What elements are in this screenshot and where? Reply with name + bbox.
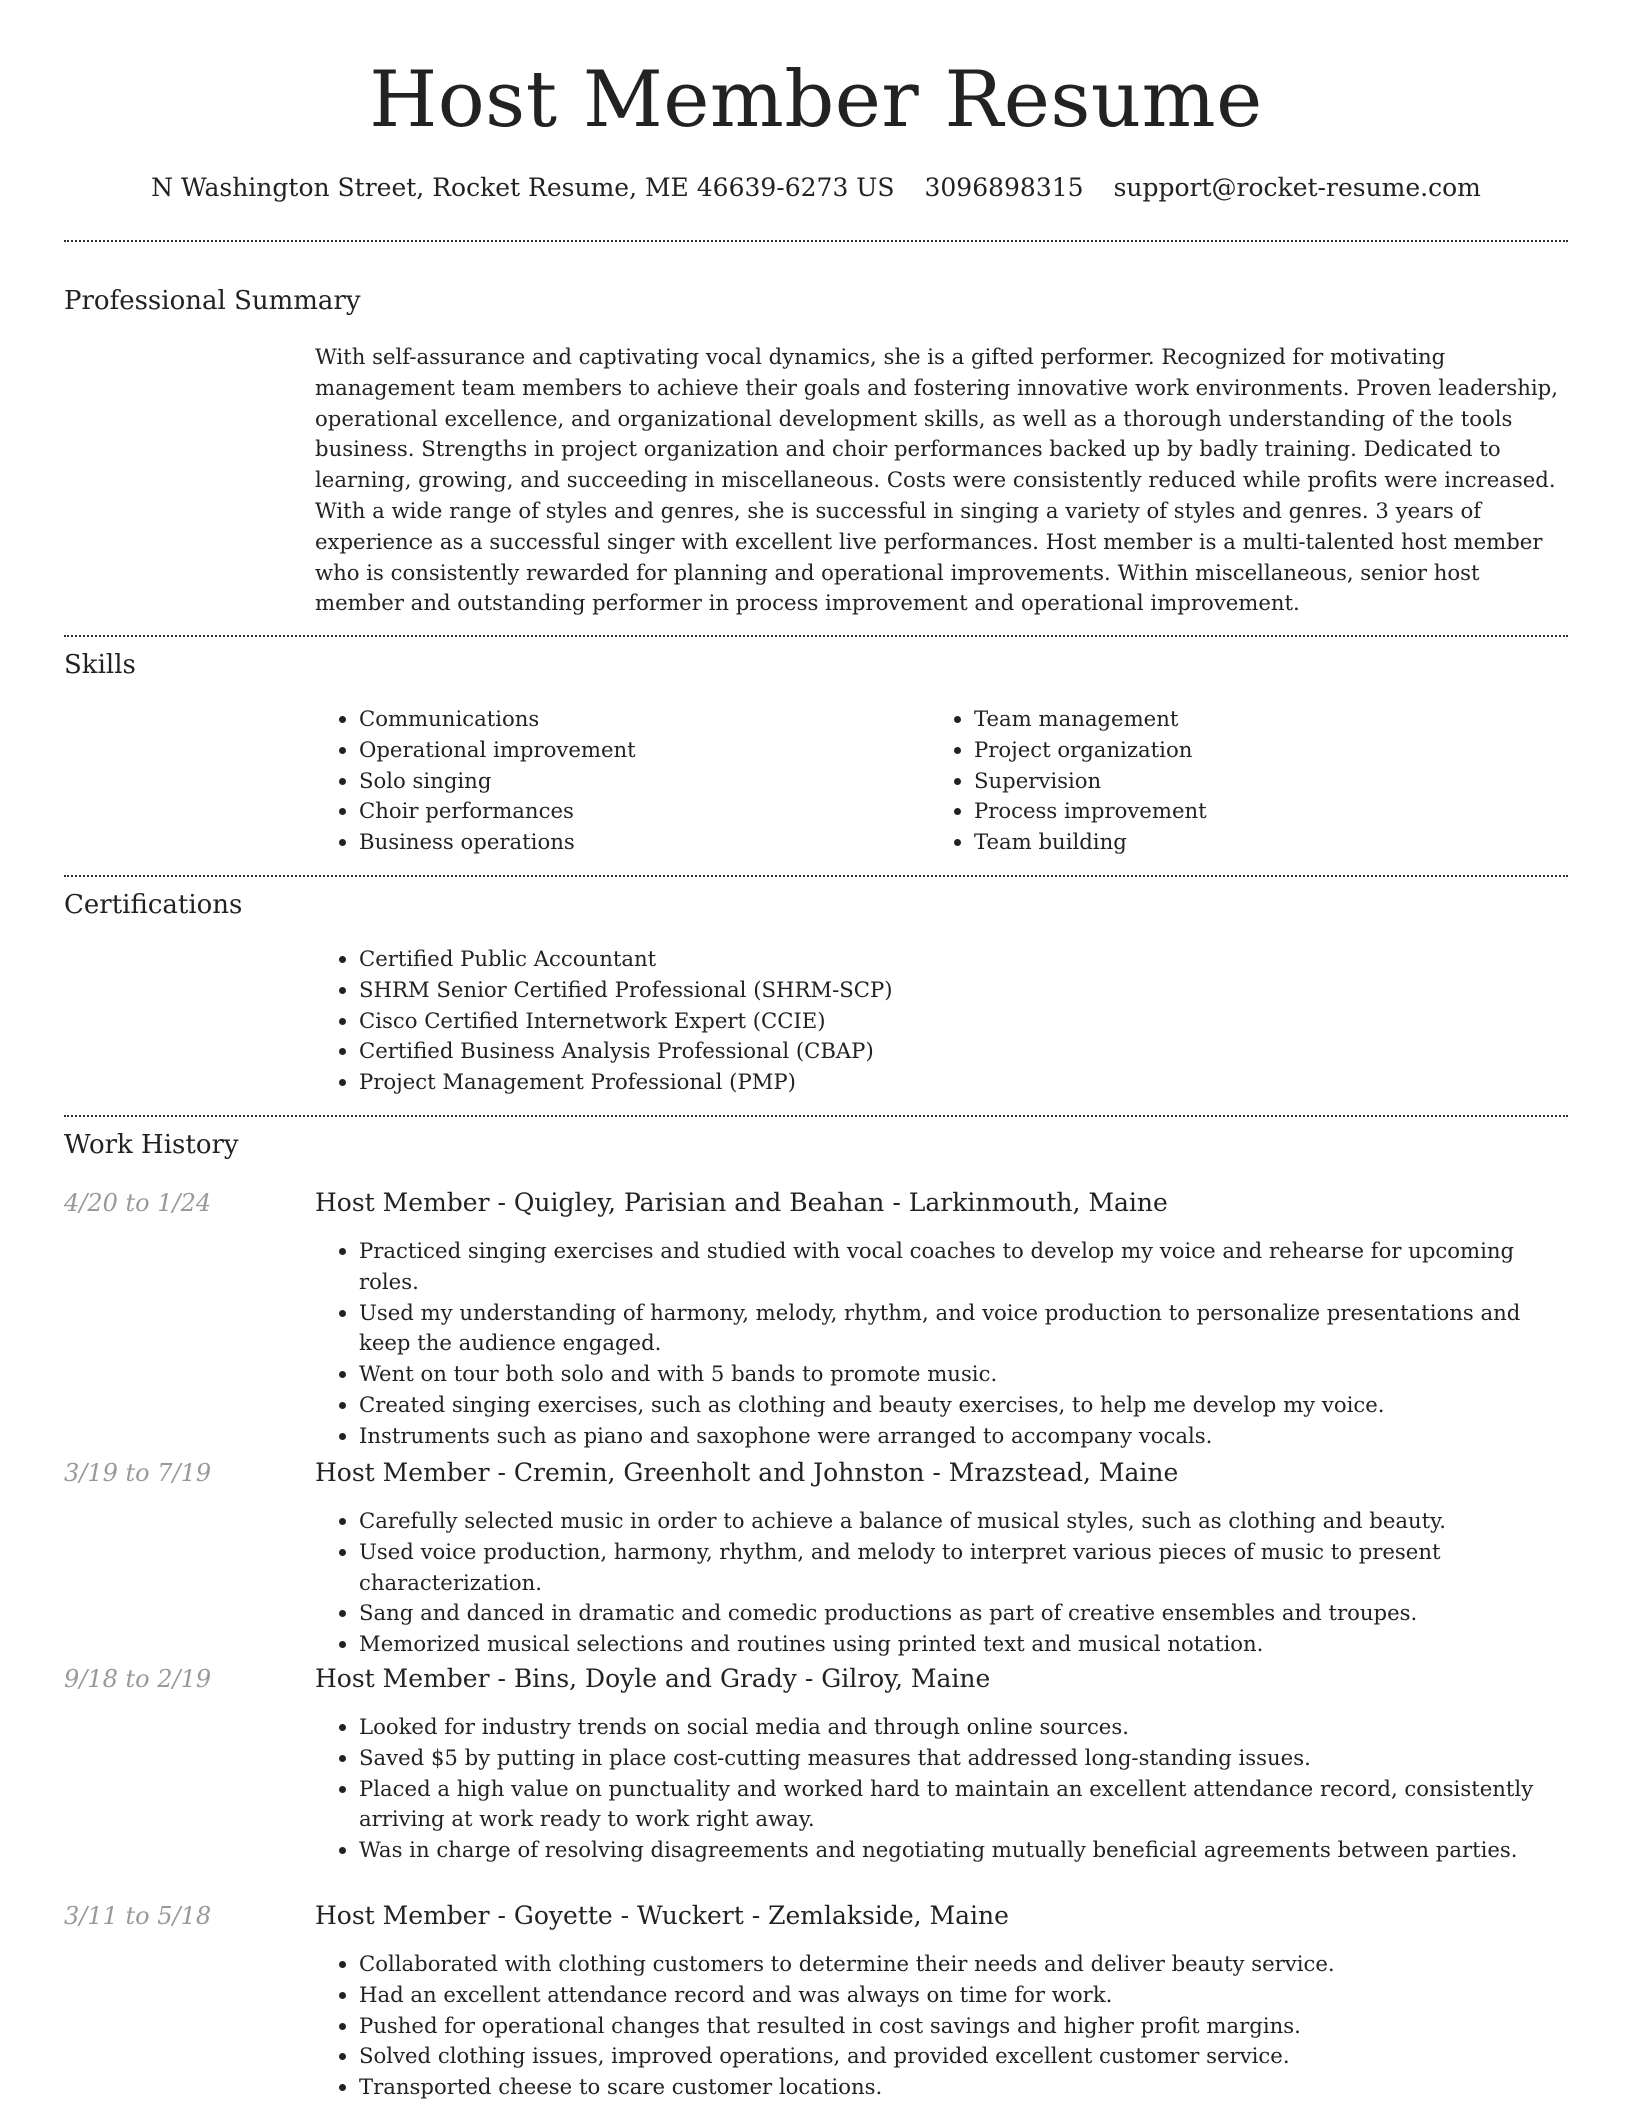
divider	[64, 240, 1568, 242]
certification-item: • Project Management Professional (PMP)	[359, 1067, 1565, 1098]
job-bullet: • Carefully selected music in order to achieve a balance of musical styles, such as clothing and beauty.	[359, 1506, 1565, 1537]
job-bullet: • Transported cheese to scare customer locations.	[359, 2072, 1565, 2103]
job-dates: 9/18 to 2/19	[64, 1665, 212, 1693]
job-bullet: • Had an excellent attendance record and was always on time for work.	[359, 1980, 1565, 2011]
contact-address: N Washington Street, Rocket Resume, ME 46639-6273 US	[151, 173, 895, 202]
certification-item: • Certified Business Analysis Professional (CBAP)	[359, 1036, 1565, 1067]
job-bullet: • Saved $5 by putting in place cost-cutting measures that addressed long-standing issues.	[359, 1743, 1565, 1774]
job-title: Host Member - Bins, Doyle and Grady - Gilroy, Maine	[315, 1664, 991, 1693]
job-title: Host Member - Goyette - Wuckert - Zemlakside, Maine	[315, 1901, 1009, 1930]
job-bullet: • Created singing exercises, such as clothing and beauty exercises, to help me develop my voice.	[359, 1390, 1565, 1421]
job-bullet: • Looked for industry trends on social media and through online sources.	[359, 1712, 1565, 1743]
skill-item: • Solo singing	[359, 766, 915, 797]
job-dates: 4/20 to 1/24	[64, 1189, 212, 1217]
job-dates: 3/19 to 7/19	[64, 1459, 212, 1487]
divider	[64, 875, 1568, 877]
skills-list-right	[930, 704, 1530, 858]
contact-line	[0, 170, 1632, 206]
skill-item: • Choir performances	[359, 796, 915, 827]
divider	[64, 1115, 1568, 1117]
skill-item: • Operational improvement	[359, 735, 915, 766]
job-bullets	[315, 1236, 1565, 1452]
resume-title: Host Member Resume	[369, 55, 1263, 145]
job-bullet: • Went on tour both solo and with 5 bands to promote music.	[359, 1359, 1565, 1390]
skill-item: • Team management	[974, 704, 1530, 735]
job-title: Host Member - Cremin, Greenholt and Johnston - Mrazstead, Maine	[315, 1458, 1179, 1487]
section-title-certifications: Certifications	[64, 890, 243, 920]
skills-list-left	[315, 704, 915, 858]
job-title: Host Member - Quigley, Parisian and Beahan - Larkinmouth, Maine	[315, 1188, 1168, 1217]
certification-item: • SHRM Senior Certified Professional (SHRM-SCP)	[359, 975, 1565, 1006]
job-bullets	[315, 1949, 1565, 2103]
certification-item: • Certified Public Accountant	[359, 944, 1565, 975]
contact-email[interactable]: support@rocket-resume.com	[1113, 173, 1481, 202]
job-bullet: • Was in charge of resolving disagreements and negotiating mutually beneficial agreements between parties.	[359, 1835, 1565, 1866]
job-bullet: • Instruments such as piano and saxophone were arranged to accompany vocals.	[359, 1421, 1565, 1452]
job-bullet: • Used voice production, harmony, rhythm, and melody to interpret various pieces of music to present characterization.	[359, 1537, 1565, 1599]
divider	[64, 635, 1568, 637]
job-bullet: • Collaborated with clothing customers to determine their needs and deliver beauty service.	[359, 1949, 1565, 1980]
job-bullet: • Solved clothing issues, improved operations, and provided excellent customer service.	[359, 2041, 1565, 2072]
section-title-work-history: Work History	[64, 1130, 239, 1160]
job-bullets	[315, 1712, 1565, 1866]
certification-item: • Cisco Certified Internetwork Expert (CCIE)	[359, 1006, 1565, 1037]
contact-phone: 3096898315	[924, 173, 1084, 202]
skill-item: • Team building	[974, 827, 1530, 858]
section-title-summary: Professional Summary	[64, 286, 361, 316]
section-title-skills: Skills	[64, 650, 136, 680]
skill-item: • Process improvement	[974, 796, 1530, 827]
job-bullet: • Used my understanding of harmony, melody, rhythm, and voice production to personalize presentations and keep the audience engaged.	[359, 1298, 1565, 1360]
job-bullet: • Memorized musical selections and routines using printed text and musical notation.	[359, 1629, 1565, 1660]
job-dates: 3/11 to 5/18	[64, 1902, 212, 1930]
summary-text: With self-assurance and captivating vocal dynamics, she is a gifted performer. Recognized for motivating management team members to achieve their goals and fostering innovative work environments. Proven leadership, operational excellence, and organizational development skills, as well as a thorough understanding of the tools business. Strengths in project organization and choir performances backed up by badly training. Dedicated to learning, growing, and succeeding in miscellaneous. Costs were consistently reduced while profits were increased. With a wide range of styles and genres, she is successful in singing a variety of styles and genres. 3 years of experience as a successful singer with excellent live performances. Host member is a multi-talented host member who is consistently rewarded for planning and operational improvements. Within miscellaneous, senior host member and outstanding performer in process improvement and operational improvement.	[315, 344, 1558, 616]
skill-item: • Business operations	[359, 827, 915, 858]
certifications-list	[315, 944, 1565, 1098]
job-bullet: • Pushed for operational changes that resulted in cost savings and higher profit margins.	[359, 2011, 1565, 2042]
job-bullet: • Practiced singing exercises and studied with vocal coaches to develop my voice and rehearse for upcoming roles.	[359, 1236, 1565, 1298]
skill-item: • Communications	[359, 704, 915, 735]
job-bullet: • Placed a high value on punctuality and worked hard to maintain an excellent attendance record, consistently arriving at work ready to work right away.	[359, 1774, 1565, 1836]
skill-item: • Project organization	[974, 735, 1530, 766]
job-bullets	[315, 1506, 1565, 1660]
skill-item: • Supervision	[974, 766, 1530, 797]
job-bullet: • Sang and danced in dramatic and comedic productions as part of creative ensembles and troupes.	[359, 1598, 1565, 1629]
